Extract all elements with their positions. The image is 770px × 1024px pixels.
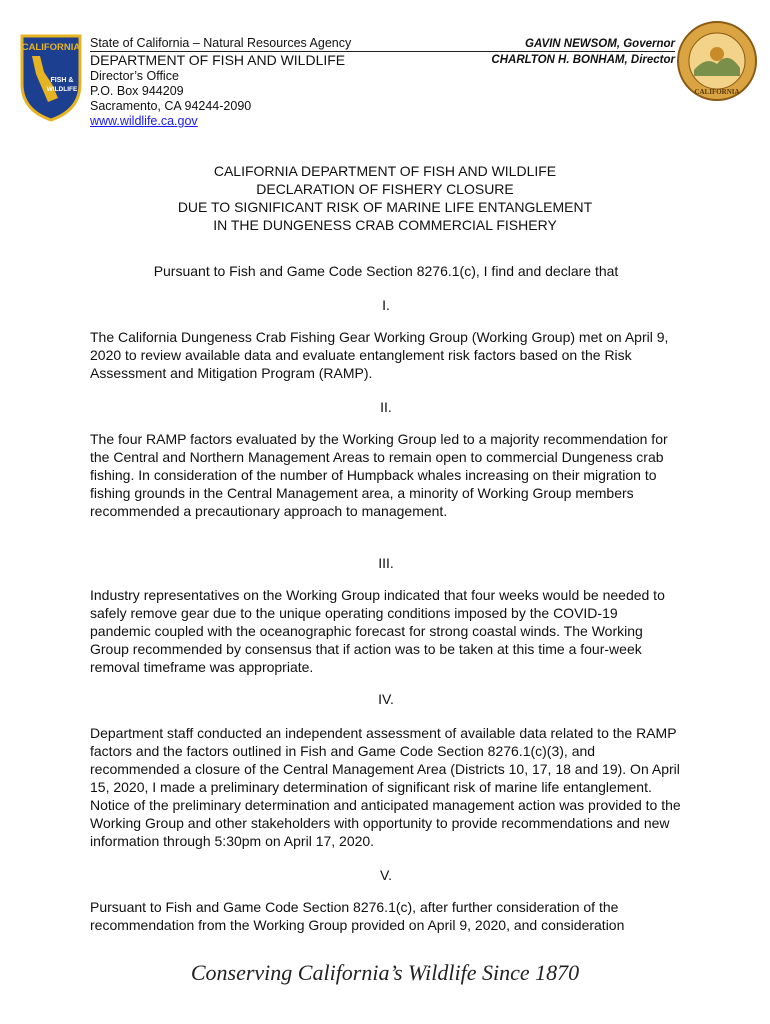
section-text: The California Dungeness Crab Fishing Gear Working Group (Working Group) met on April 9, 2020 to review available data and evaluate entanglement risk factors based on the Risk Assessment and Mitigation Program (RAMP). xyxy=(90,329,669,381)
governor-name: GAVIN NEWSOM, Governor xyxy=(525,38,675,50)
po-box: P.O. Box 944209 xyxy=(90,84,184,98)
director-name: CHARLTON H. BONHAM, Director xyxy=(491,54,675,66)
title-line-1: CALIFORNIA DEPARTMENT OF FISH AND WILDLIFE xyxy=(213,163,557,179)
logo-text-bottom: WILDLIFE xyxy=(46,86,78,93)
footer-slogan: Conserving California’s Wildlife Since 1870 xyxy=(190,960,580,985)
section-text: Department staff conducted an independent assessment of available data related to the RAMP factors and the factors outlined in Fish and Game Code Section 8276.1(c)(3), and recommended a closure of the Central Management Area (Districts 10, 17, 18 and 19). On April 15, 2020, I made a preliminary determination of significant risk of marine life entanglement. Notice of the preliminary determination and anticipated management action was provided to the Working Group and other stakeholders with opportunity to provide recommendations and new information through 5:30pm on April 17, 2020. xyxy=(90,725,681,849)
logo-text-top: CALIFORNIA xyxy=(21,42,81,53)
cdfw-logo xyxy=(18,32,84,122)
department-name: DEPARTMENT OF FISH AND WILDLIFE xyxy=(90,52,346,68)
title-line-4: IN THE DUNGENESS CRAB COMMERCIAL FISHERY xyxy=(213,217,557,233)
section-text: The four RAMP factors evaluated by the Working Group led to a majority recommendation for the Central and Northern Management Areas to remain open to commercial Dungeness crab fishing. In consideration of the number of Humpback whales increasing on their migration to fishing grounds in the Central Management area, a minority of Working Group members recommended a precautionary approach to management. xyxy=(90,431,668,519)
logo-text-mid: FISH & xyxy=(50,77,74,84)
website-link[interactable]: www.wildlife.ca.gov xyxy=(90,114,198,128)
city-address: Sacramento, CA 94244-2090 xyxy=(90,99,252,113)
section-number: I. xyxy=(382,297,390,313)
letterhead-left xyxy=(90,36,420,129)
section-number: III. xyxy=(378,555,394,571)
section-number: V. xyxy=(380,867,392,883)
intro-statement: Pursuant to Fish and Game Code Section 8276.1(c), I find and declare that xyxy=(153,263,619,279)
letterhead-right xyxy=(491,36,675,68)
section-number: IV. xyxy=(378,691,394,707)
section-text: Industry representatives on the Working Group indicated that four weeks would be needed to safely remove gear due to the unique operating conditions imposed by the COVID-19 pandemic coupled with the oceanographic forecast for strong coastal winds. The Working Group recommended by consensus that if action was to be taken at this time a four-week removal timeframe was appropriate. xyxy=(90,587,665,675)
state-seal xyxy=(676,20,758,102)
office-name: Director’s Office xyxy=(90,69,179,83)
title-line-2: DECLARATION OF FISHERY CLOSURE xyxy=(256,181,514,197)
section-number: II. xyxy=(380,399,392,415)
section-text: Pursuant to Fish and Game Code Section 8276.1(c), after further consideration of the recommendation from the Working Group provided on April 9, 2020, and consideration xyxy=(90,899,625,933)
title-line-3: DUE TO SIGNIFICANT RISK OF MARINE LIFE ENTANGLEMENT xyxy=(177,199,593,215)
document-title xyxy=(90,162,680,234)
agency-name: State of California – Natural Resources Agency xyxy=(90,36,675,52)
seal-text: CALIFORNIA xyxy=(694,88,740,96)
